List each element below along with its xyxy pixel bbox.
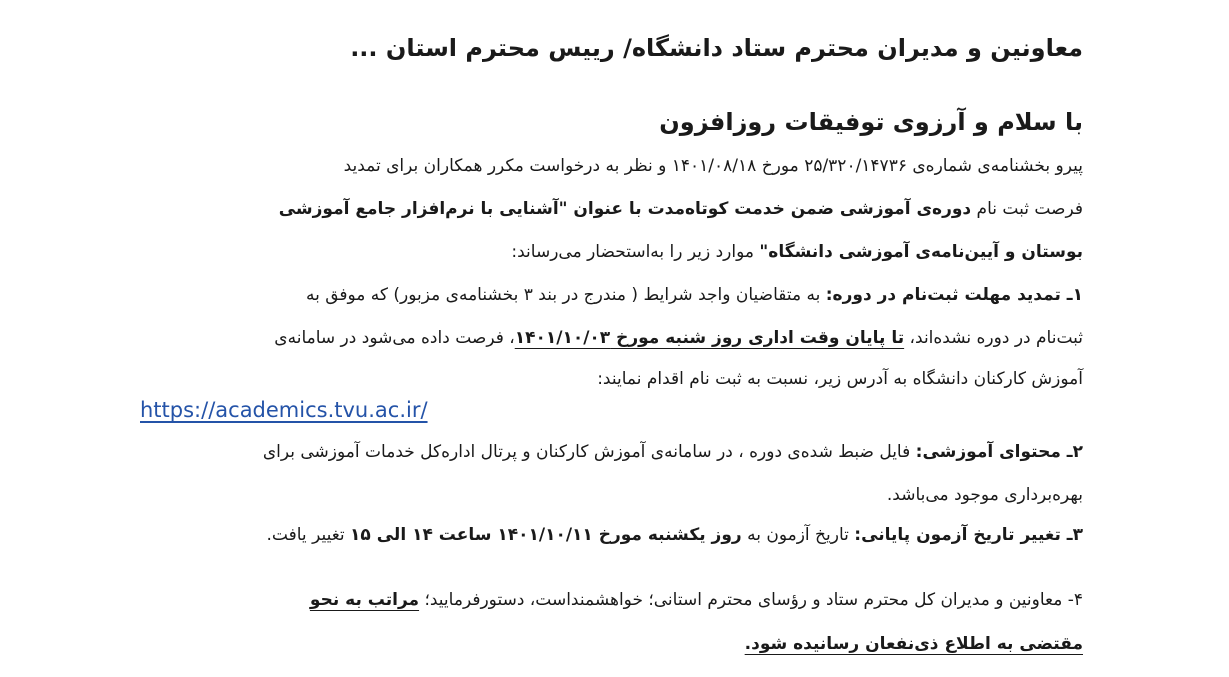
item3-heading: ۳ـ تغییر تاریخ آزمون پایانی: [854,525,1083,545]
course-title: دوره‌ی آموزشی ضمن خدمت کوتاه‌مدت با عنوان "آشنایی با نرم‌افزار جامع آموزشی [278,199,972,219]
item2-line-1: ۲ـ محتوای آموزشی: فایل ضبط شده‌ی دوره ، در سامانه‌ی آموزش کارکنان و پرتال اداره‌کل خدمات آموزشی برای [262,442,1083,462]
item1-heading: ۱ـ تمدید مهلت ثبت‌نام در دوره: [825,285,1083,305]
intro-line-2: فرصت ثبت نام دوره‌ی آموزشی ضمن خدمت کوتاه‌مدت با عنوان "آشنایی با نرم‌افزار جامع آموزشی [278,199,1083,219]
academics-link[interactable]: https://academics.tvu.ac.ir/ [140,398,428,422]
item4-emphasis: مراتب به نحو [309,590,420,610]
item1-line-3: آموزش کارکنان دانشگاه به آدرس زیر، نسبت به ثبت نام اقدام نمایند: [597,369,1083,389]
intro-line-3: بوستان و آیین‌نامه‌ی آموزشی دانشگاه" موارد زیر را به‌استحضار می‌رساند: [511,242,1083,262]
exam-date: روز یکشنبه مورخ ۱۴۰۱/۱۰/۱۱ ساعت ۱۴ الی ۱۵ [350,525,742,545]
intro-line-1: پیرو بخشنامه‌ی شماره‌ی ۲۵/۳۲۰/۱۴۷۳۶ مورخ ۱۴۰۱/۰۸/۱۸ و نظر به درخواست مکرر همکاران برای تمدید [343,156,1083,176]
letter-title: معاونین و مدیران محترم ستاد دانشگاه/ رییس محترم استان ... [350,34,1083,62]
item4-line-1: ۴- معاونین و مدیران کل محترم ستاد و رؤسای محترم استانی؛ خواهشمنداست، دستورفرمایید؛ مراتب به نحو [309,590,1083,610]
deadline-text: تا پایان وقت اداری روز شنبه مورخ ۱۴۰۱/۱۰/۰۳ [514,328,905,348]
item1-line-2: ثبت‌نام در دوره نشده‌اند، تا پایان وقت اداری روز شنبه مورخ ۱۴۰۱/۱۰/۰۳، فرصت داده می‌شود در سامانه‌ی [274,328,1083,348]
item4-line-2: مقتضی به اطلاع ذی‌نفعان رسانیده شود. [744,634,1083,654]
letter-page [140,0,1083,677]
item1-line-1: ۱ـ تمدید مهلت ثبت‌نام در دوره: به متقاضیان واجد شرایط ( مندرج در بند ۳ بخشنامه‌ی مزبور) که موفق به [305,285,1083,305]
item3-line: ۳ـ تغییر تاریخ آزمون پایانی: تاریخ آزمون به روز یکشنبه مورخ ۱۴۰۱/۱۰/۱۱ ساعت ۱۴ الی ۱۵ تغییر یافت. [266,525,1083,545]
item2-heading: ۲ـ محتوای آموزشی: [915,442,1083,462]
greeting: با سلام و آرزوی توفیقات روزافزون [659,108,1083,136]
course-title-end: بوستان و آیین‌نامه‌ی آموزشی دانشگاه" [759,242,1083,262]
item2-line-2: بهره‌برداری موجود می‌باشد. [886,485,1083,505]
